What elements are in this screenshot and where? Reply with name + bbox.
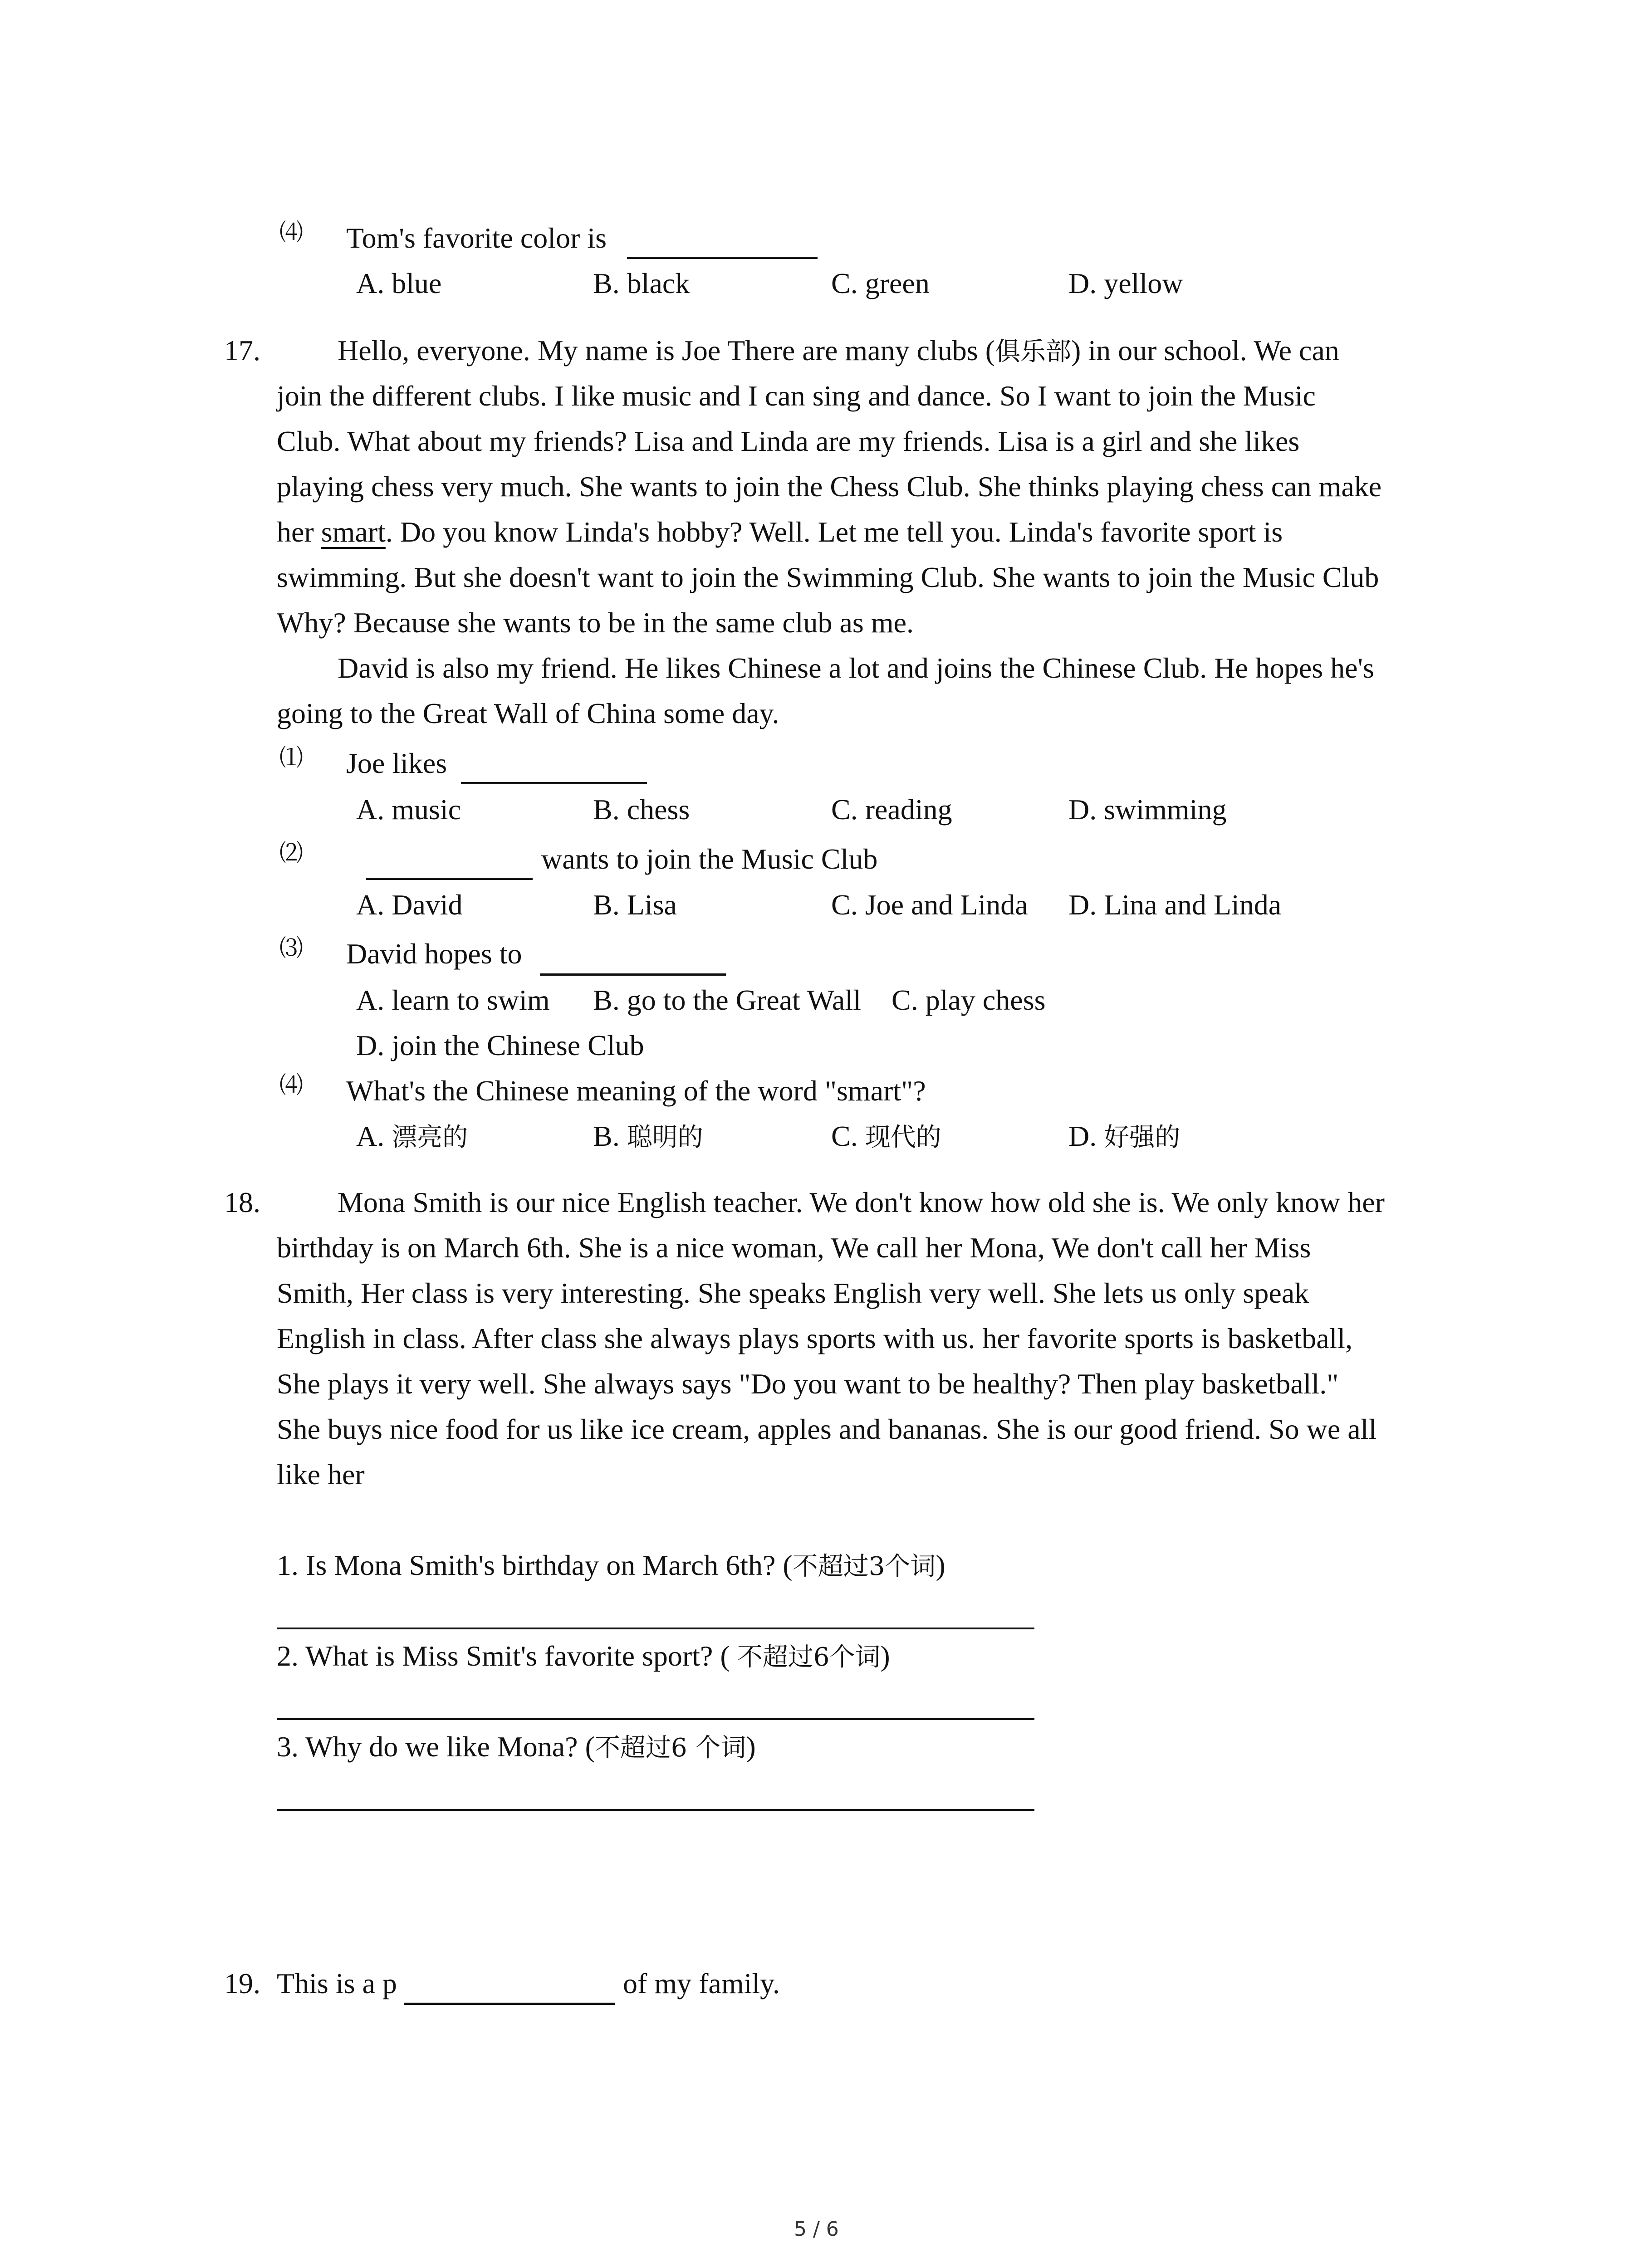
q19-text-before: This is a p — [277, 1967, 397, 1999]
q17-sub2-option-a: A. David — [356, 889, 463, 921]
q17-sub2-option-b: B. Lisa — [593, 889, 677, 921]
q17-sub1-option-a: A. music — [356, 793, 461, 826]
q18-line-6: She buys nice food for us like ice cream, apples and bananas. She is our good friend. So we all — [277, 1413, 1377, 1445]
q18-question-3: 3. Why do we like Mona? (不超过6 个词) — [277, 1730, 756, 1763]
q17-line-6: swimming. But she doesn't want to join the Swimming Club. She wants to join the Music Club — [277, 561, 1379, 593]
q17-sub3-option-c: C. play chess — [892, 984, 1046, 1016]
q17-sub1-option-c: C. reading — [831, 793, 952, 826]
q18-line-5: She plays it very well. She always says "Do you want to be healthy? Then play basketball." — [277, 1368, 1339, 1400]
q17-number: 17. — [224, 334, 260, 367]
q18-line-7: like her — [277, 1458, 365, 1491]
q19-number: 19. — [224, 1967, 260, 1999]
q17-sub4-option-a: A. 漂亮的 — [356, 1120, 468, 1152]
q17-line-1: Hello, everyone. My name is Joe There are many clubs (俱乐部) in our school. We can — [338, 334, 1339, 367]
answer-blank[interactable] — [366, 878, 533, 880]
underlined-word-smart: smart — [321, 516, 386, 548]
q18-line-2: birthday is on March 6th. She is a nice woman, We call her Mona, We don't call her Miss — [277, 1232, 1311, 1264]
answer-line-2[interactable] — [277, 1718, 1034, 1720]
page-number: 5 / 6 — [794, 2218, 839, 2241]
q17-sub4-number: ⑷ — [279, 1072, 304, 1099]
answer-line-3[interactable] — [277, 1809, 1034, 1811]
q19-text-after: of my family. — [623, 1967, 780, 1999]
q17-sub3-option-d: D. join the Chinese Club — [356, 1029, 644, 1061]
q17-line-5: her smart. Do you know Linda's hobby? Well. Let me tell you. Linda's favorite sport is — [277, 516, 1283, 548]
q16-sub4-option-a: A. blue — [356, 267, 442, 299]
q16-sub4-option-b: B. black — [593, 267, 690, 299]
q17-sub2-stem: wants to join the Music Club — [541, 843, 878, 875]
q16-sub4-number: ⑷ — [279, 219, 304, 246]
q17-sub4-option-b: B. 聪明的 — [593, 1120, 703, 1152]
q18-number: 18. — [224, 1186, 260, 1218]
q17-line-8: David is also my friend. He likes Chinese a lot and joins the Chinese Club. He hopes he's — [338, 652, 1374, 684]
q17-line-7: Why? Because she wants to be in the same club as me. — [277, 606, 914, 639]
q18-line-3: Smith, Her class is very interesting. She speaks English very well. She lets us only speak — [277, 1277, 1309, 1309]
q16-sub4-stem: Tom's favorite color is — [346, 222, 607, 254]
answer-blank[interactable] — [461, 782, 647, 784]
answer-blank[interactable] — [540, 973, 726, 976]
q17-sub2-number: ⑵ — [279, 840, 304, 867]
q17-sub1-stem: Joe likes — [346, 747, 447, 779]
q16-sub4-option-c: C. green — [831, 267, 930, 299]
q17-sub4-option-c: C. 现代的 — [831, 1120, 941, 1152]
q17-sub3-option-b: B. go to the Great Wall — [593, 984, 861, 1016]
q17-sub2-option-d: D. Lina and Linda — [1068, 889, 1282, 921]
q18-line-1: Mona Smith is our nice English teacher. We don't know how old she is. We only know her — [338, 1186, 1385, 1218]
q17-sub3-number: ⑶ — [279, 935, 304, 962]
q17-line-9: going to the Great Wall of China some day. — [277, 697, 779, 729]
answer-blank[interactable] — [627, 257, 818, 259]
q17-line-2: join the different clubs. I like music and I can sing and dance. So I want to join the Music — [277, 380, 1316, 412]
q17-line-4: playing chess very much. She wants to join the Chess Club. She thinks playing chess can make — [277, 470, 1382, 503]
answer-line-1[interactable] — [277, 1628, 1034, 1629]
q17-sub2-option-c: C. Joe and Linda — [831, 889, 1028, 921]
answer-blank[interactable] — [404, 2003, 615, 2005]
q17-sub1-option-d: D. swimming — [1068, 793, 1227, 826]
q17-sub3-stem: David hopes to — [346, 938, 522, 970]
q16-sub4-option-d: D. yellow — [1068, 267, 1183, 299]
q18-line-4: English in class. After class she always plays sports with us. her favorite sports is basketball, — [277, 1322, 1353, 1354]
q17-line-3: Club. What about my friends? Lisa and Linda are my friends. Lisa is a girl and she likes — [277, 425, 1300, 457]
q17-sub4-stem: What's the Chinese meaning of the word "smart"? — [346, 1075, 926, 1107]
q17-chinese-gloss: 俱乐部 — [995, 337, 1071, 367]
q17-sub1-option-b: B. chess — [593, 793, 690, 826]
q17-sub1-number: ⑴ — [279, 744, 304, 772]
q18-question-1: 1. Is Mona Smith's birthday on March 6th? (不超过3个词) — [277, 1549, 945, 1581]
q17-sub4-option-d: D. 好强的 — [1068, 1120, 1181, 1152]
q18-question-2: 2. What is Miss Smit's favorite sport? ( 不超过6个词) — [277, 1640, 890, 1672]
q17-sub3-option-a: A. learn to swim — [356, 984, 550, 1016]
